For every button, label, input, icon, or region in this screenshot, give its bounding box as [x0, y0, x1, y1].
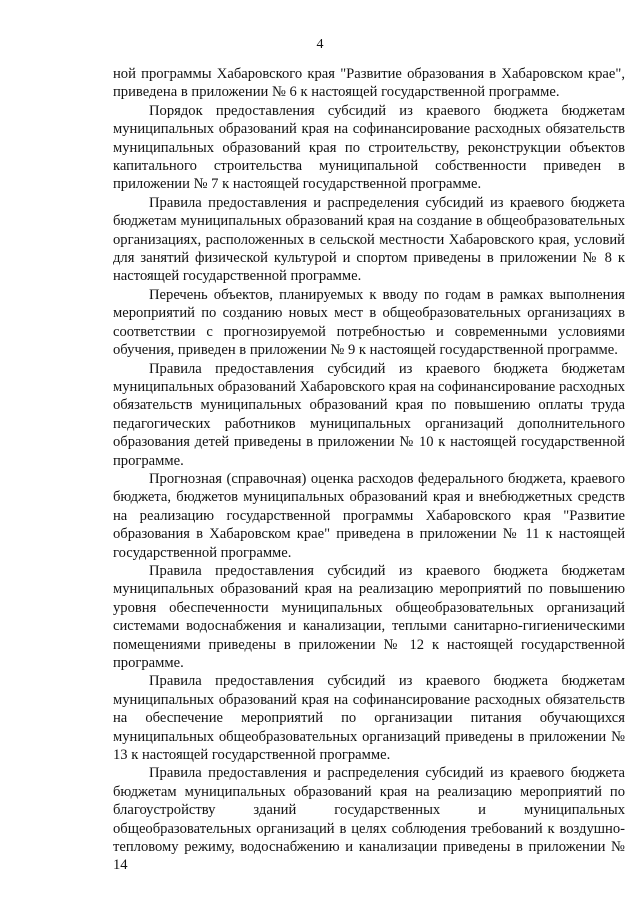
paragraph-appendix-12: Правила предоставления субсидий из краевого бюджета бюджетам муниципальных образований края на реализацию мероприятий по повышению уровня обеспеченности муниципальных общеобразовательных организаций системами водоснабжения и канализации, теплыми санитарно-гигиеническими помещениями приведены в приложении № 12 к настоящей государственной программе. — [113, 562, 625, 671]
paragraph-appendix-7: Порядок предоставления субсидий из краевого бюджета бюджетам муниципальных образований края на софинансирование расходных обязательств муниципальных образований края по строительству, реконструкции объектов капитального строительства муниципальной собственности приведен в приложении № 7 к настоящей государственной программе. — [113, 102, 625, 193]
paragraph-appendix-11: Прогнозная (справочная) оценка расходов федерального бюджета, краевого бюджета, бюджетов муниципальных образований края и внебюджетных средств на реализацию государственной программы Хабаровского края "Развитие образования в Хабаровском крае" приведена в приложении № 11 к настоящей государственной программе. — [113, 470, 625, 561]
paragraph-appendix-8: Правила предоставления и распределения субсидий из краевого бюджета бюджетам муниципальных образований края на создание в общеобразовательных организациях, расположенных в сельской местности Хабаровского края, условий для занятий физической культурой и спортом приведены в приложении № 8 к настоящей государственной программе. — [113, 194, 625, 285]
paragraph-appendix-14: Правила предоставления и распределения субсидий из краевого бюджета бюджетам муниципальных образований края на реализацию мероприятий по благоустройству зданий государственных и муниципальных общеобразовательных организаций в целях соблюдения требований к воздушно-тепловому режиму, водоснабжению и канализации приведены в приложении № 14 — [113, 765, 625, 874]
paragraph-continuation: ной программы Хабаровского края "Развитие образования в Хабаровском крае", приведена в приложении № 6 к настоящей государственной программе. — [113, 66, 625, 101]
paragraph-appendix-10: Правила предоставления субсидий из краевого бюджета бюджетам муниципальных образований Хабаровского края на софинансирование расходных обязательств муниципальных образований края по повышению оплаты труда педагогических работников муниципальных организаций дополнительного образования детей приведены в приложении № 10 к настоящей государственной программе. — [113, 360, 625, 469]
page-number: 4 — [316, 37, 324, 52]
paragraph-appendix-9: Перечень объектов, планируемых к вводу по годам в рамках выполнения мероприятий по созданию новых мест в общеобразовательных организациях в соответствии с прогнозируемой потребностью и современными условиями обучения, приведен в приложении № 9 к настоящей государственной программе. — [113, 286, 625, 359]
paragraph-appendix-13: Правила предоставления субсидий из краевого бюджета бюджетам муниципальных образований края на софинансирование расходных обязательств на обеспечение мероприятий по организации питания обучающихся муниципальных общеобразовательных организаций приведены в приложении № 13 к настоящей государственной программе. — [113, 673, 625, 764]
document-body — [113, 65, 625, 875]
